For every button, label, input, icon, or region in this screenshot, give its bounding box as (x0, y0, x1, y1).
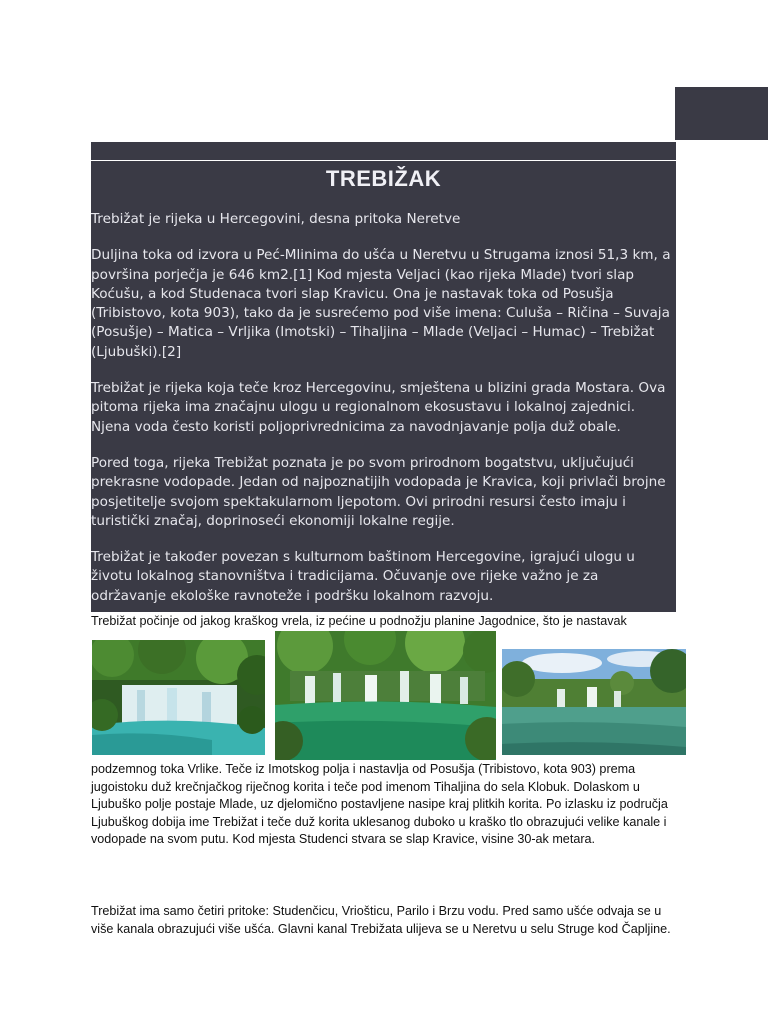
page-title: TREBIŽAK (325, 166, 442, 191)
panel-paragraph: Trebižat je također povezan s kulturnom baštinom Hercegovine, igrajući ulogu u životu lokalnog stanovništva i tradicijama. Očuvanje ove rijeke važno je za održavanje ekološke ravnoteže i podršku lokalnom razvoju. (91, 549, 635, 604)
body-line-1: Trebižat počinje od jakog kraškog vrela, iz pećine u podnožju planine Jagodnice, što je nastavak (91, 614, 627, 628)
waterfall-photo-3 (502, 649, 686, 755)
body-paragraph-3: Trebižat ima samo četiri pritoke: Studenčicu, Vriošticu, Parilo i Brzu vodu. Pred samo ušće odvaja se u više kanala obrazujući više ušća. Glavni kanal Trebižata ulijeva se u Neretvu u selu Struge kod Čapljine. (91, 904, 671, 936)
waterfall-photo-1 (92, 640, 265, 755)
body-paragraph-2: podzemnog toka Vrlike. Teče iz Imotskog polja i nastavlja od Posušja (Tribistovo, kota 903) prema jugoistoku duž krečnjačkog riječnog korita i teče pod imenom Tihaljina do sela Klobuk. Dolaskom u Ljubuško polje postaje Mlade, uz djelomično postavljene nasipe kraj plitkih korita. Po izlasku iz područja Ljubuškog dobija ime Trebižat i teče duž korita uklesanog duboko u kraško tlo obrazujući velike kanale i vodopade na svom putu. Kod mjesta Studenci stvara se slap Kravice, visine 30-ak metara. (91, 762, 668, 846)
panel-paragraph: Pored toga, rijeka Trebižat poznata je po svom prirodnom bogatstvu, uključujući prekrasne vodopade. Jedan od najpoznatijih vodopada je Kravica, koji privlači brojne posjetitelje svojom spektakularnom ljepotom. Ovi prirodni resursi često imaju i turistički značaj, doprinoseći ekonomiji lokalne regije. (91, 454, 666, 529)
intro-panel (91, 161, 676, 612)
panel-paragraph: Trebižat je rijeka koja teče kroz Hercegovinu, smještena u blizini grada Mostara. Ova pitoma rijeka ima značajnu ulogu u regionalnom ekosustavu i lokalnoj zajednici. Njena voda često koristi poljoprivrednicima za navodnjavanje polja duž obale. (91, 380, 666, 435)
corner-decoration-block (675, 87, 768, 140)
panel-paragraph: Duljina toka od izvora u Peć-Mlinima do ušća u Neretvu u Strugama iznosi 51,3 km, a površina porječja je 646 km2.[1] Kod mjesta Veljaci (kao rijeka Mlade) tvori slap Koćušu, a kod Studenaca tvori slap Kravicu. Ona je nastavak toka od Posušja (Tribistovo, kota 903), tako da je susrećemo pod više imena: Culuša – Ričina – Suvaja (Posušje) – Matica – Vrljika (Imotski) – Tihaljina – Mlade (Veljaci – Humac) – Trebižat (Ljubuški).[2] (91, 247, 671, 360)
panel-paragraph: Trebižat je rijeka u Hercegovini, desna pritoka Neretve (91, 211, 461, 227)
header-bar (91, 141, 676, 161)
waterfall-photo-2 (275, 631, 496, 760)
